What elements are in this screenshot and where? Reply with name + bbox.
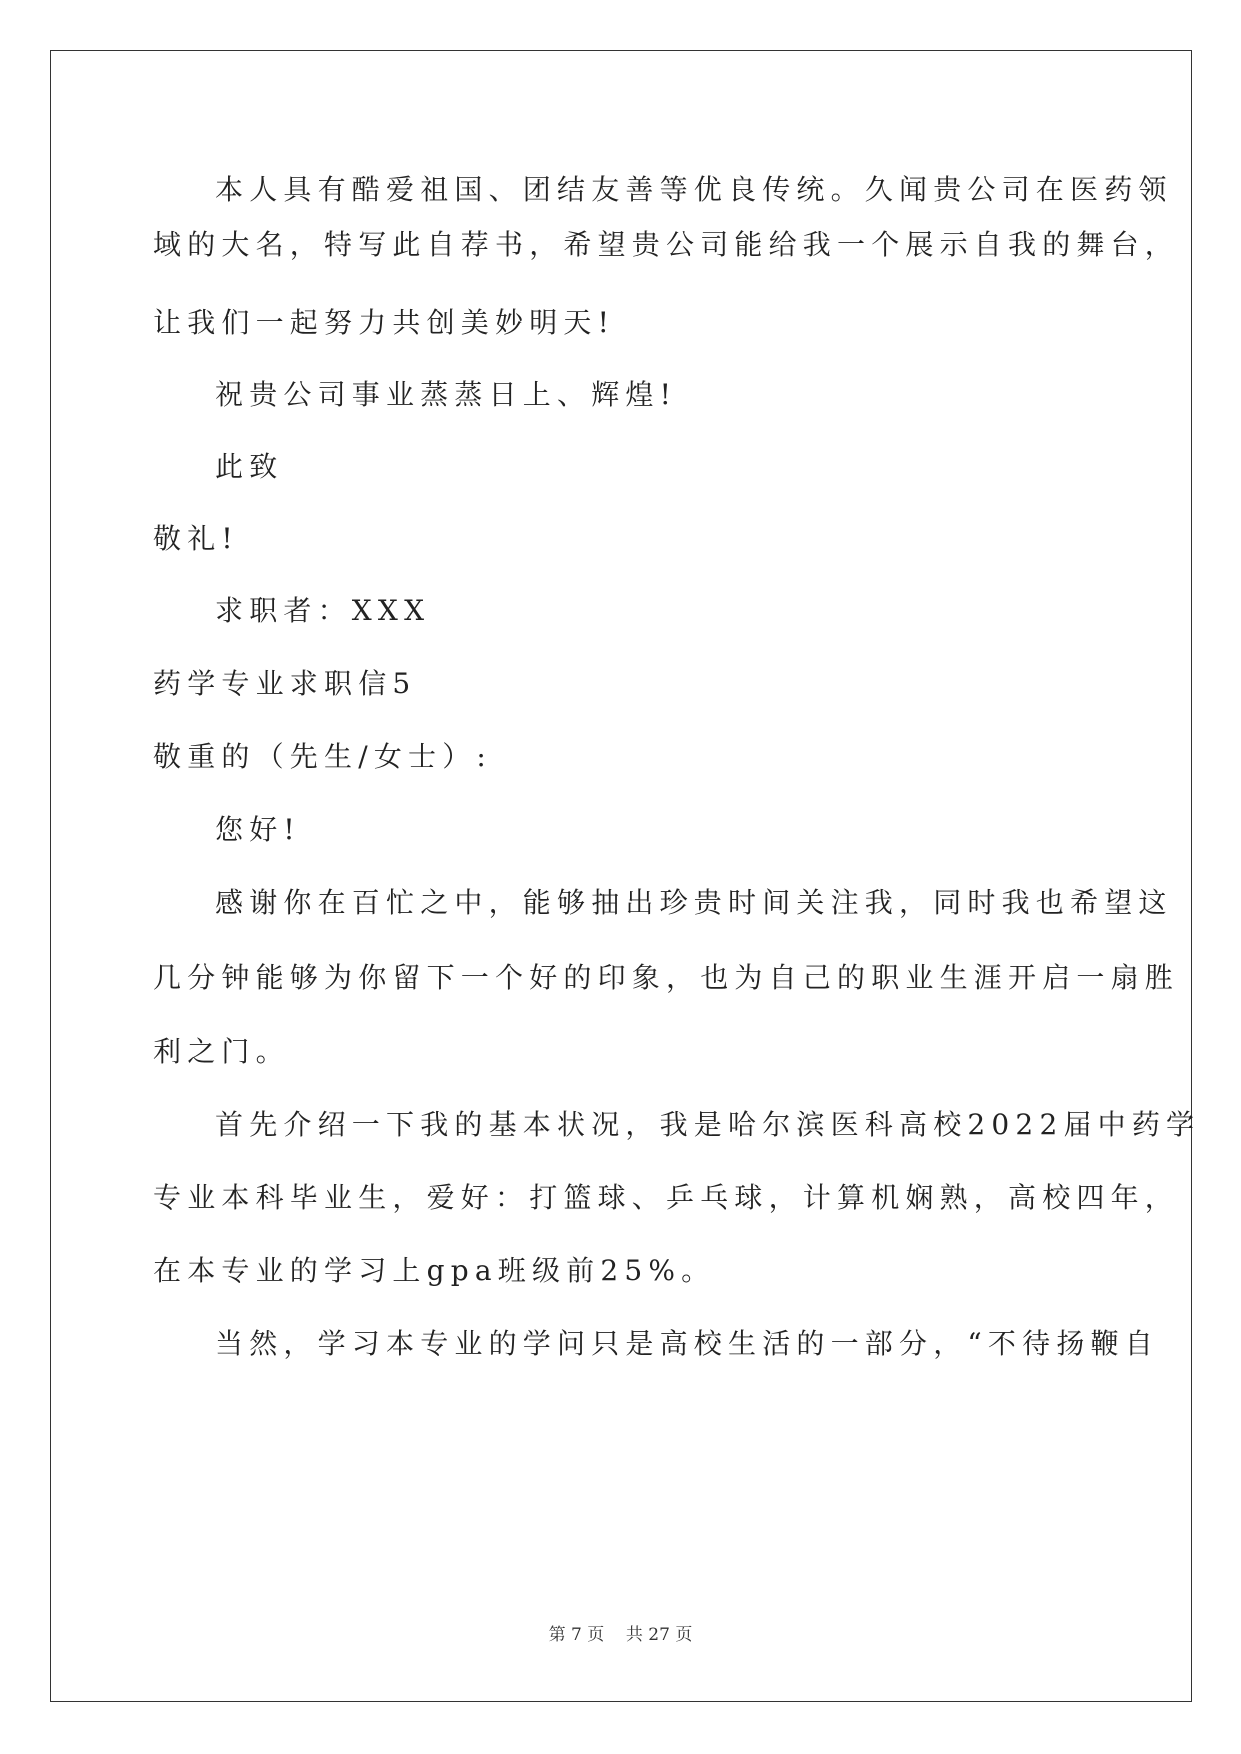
signature-line: 求职者：XXX — [215, 594, 431, 627]
page-footer: 第 7 页 共 27 页 — [548, 1625, 693, 1645]
text-line: 首先介绍一下我的基本状况，我是哈尔滨医科高校2022届中药学 — [215, 1108, 1201, 1141]
text-line: 祝贵公司事业蒸蒸日上、辉煌! — [215, 378, 678, 411]
text-line: 几分钟能够为你留下一个好的印象，也为自己的职业生涯开启一扇胜 — [153, 961, 1180, 994]
text-line: 感谢你在百忙之中，能够抽出珍贵时间关注我，同时我也希望这 — [215, 886, 1173, 919]
salutation-line: 此致 — [215, 450, 284, 483]
salutation-line: 敬礼! — [153, 522, 239, 555]
text-line: 在本专业的学习上gpa班级前25%。 — [153, 1254, 716, 1287]
greeting-line: 敬重的（先生/女士）: — [153, 740, 493, 773]
text-line: 当然，学习本专业的学问只是高校生活的一部分，“不待扬鞭自 — [215, 1327, 1159, 1360]
text-line: 让我们一起努力共创美妙明天! — [153, 306, 616, 339]
text-line: 专业本科毕业生，爱好：打篮球、乒乓球，计算机娴熟，高校四年， — [153, 1181, 1180, 1214]
text-line: 域的大名，特写此自荐书，希望贵公司能给我一个展示自我的舞台， — [153, 228, 1180, 261]
text-line: 利之门。 — [153, 1035, 290, 1068]
greeting-line: 您好! — [215, 813, 301, 846]
section-title: 药学专业求职信5 — [153, 667, 417, 700]
page-border — [50, 50, 1192, 1702]
text-line: 本人具有酷爱祖国、团结友善等优良传统。久闻贵公司在医药领 — [215, 173, 1173, 206]
